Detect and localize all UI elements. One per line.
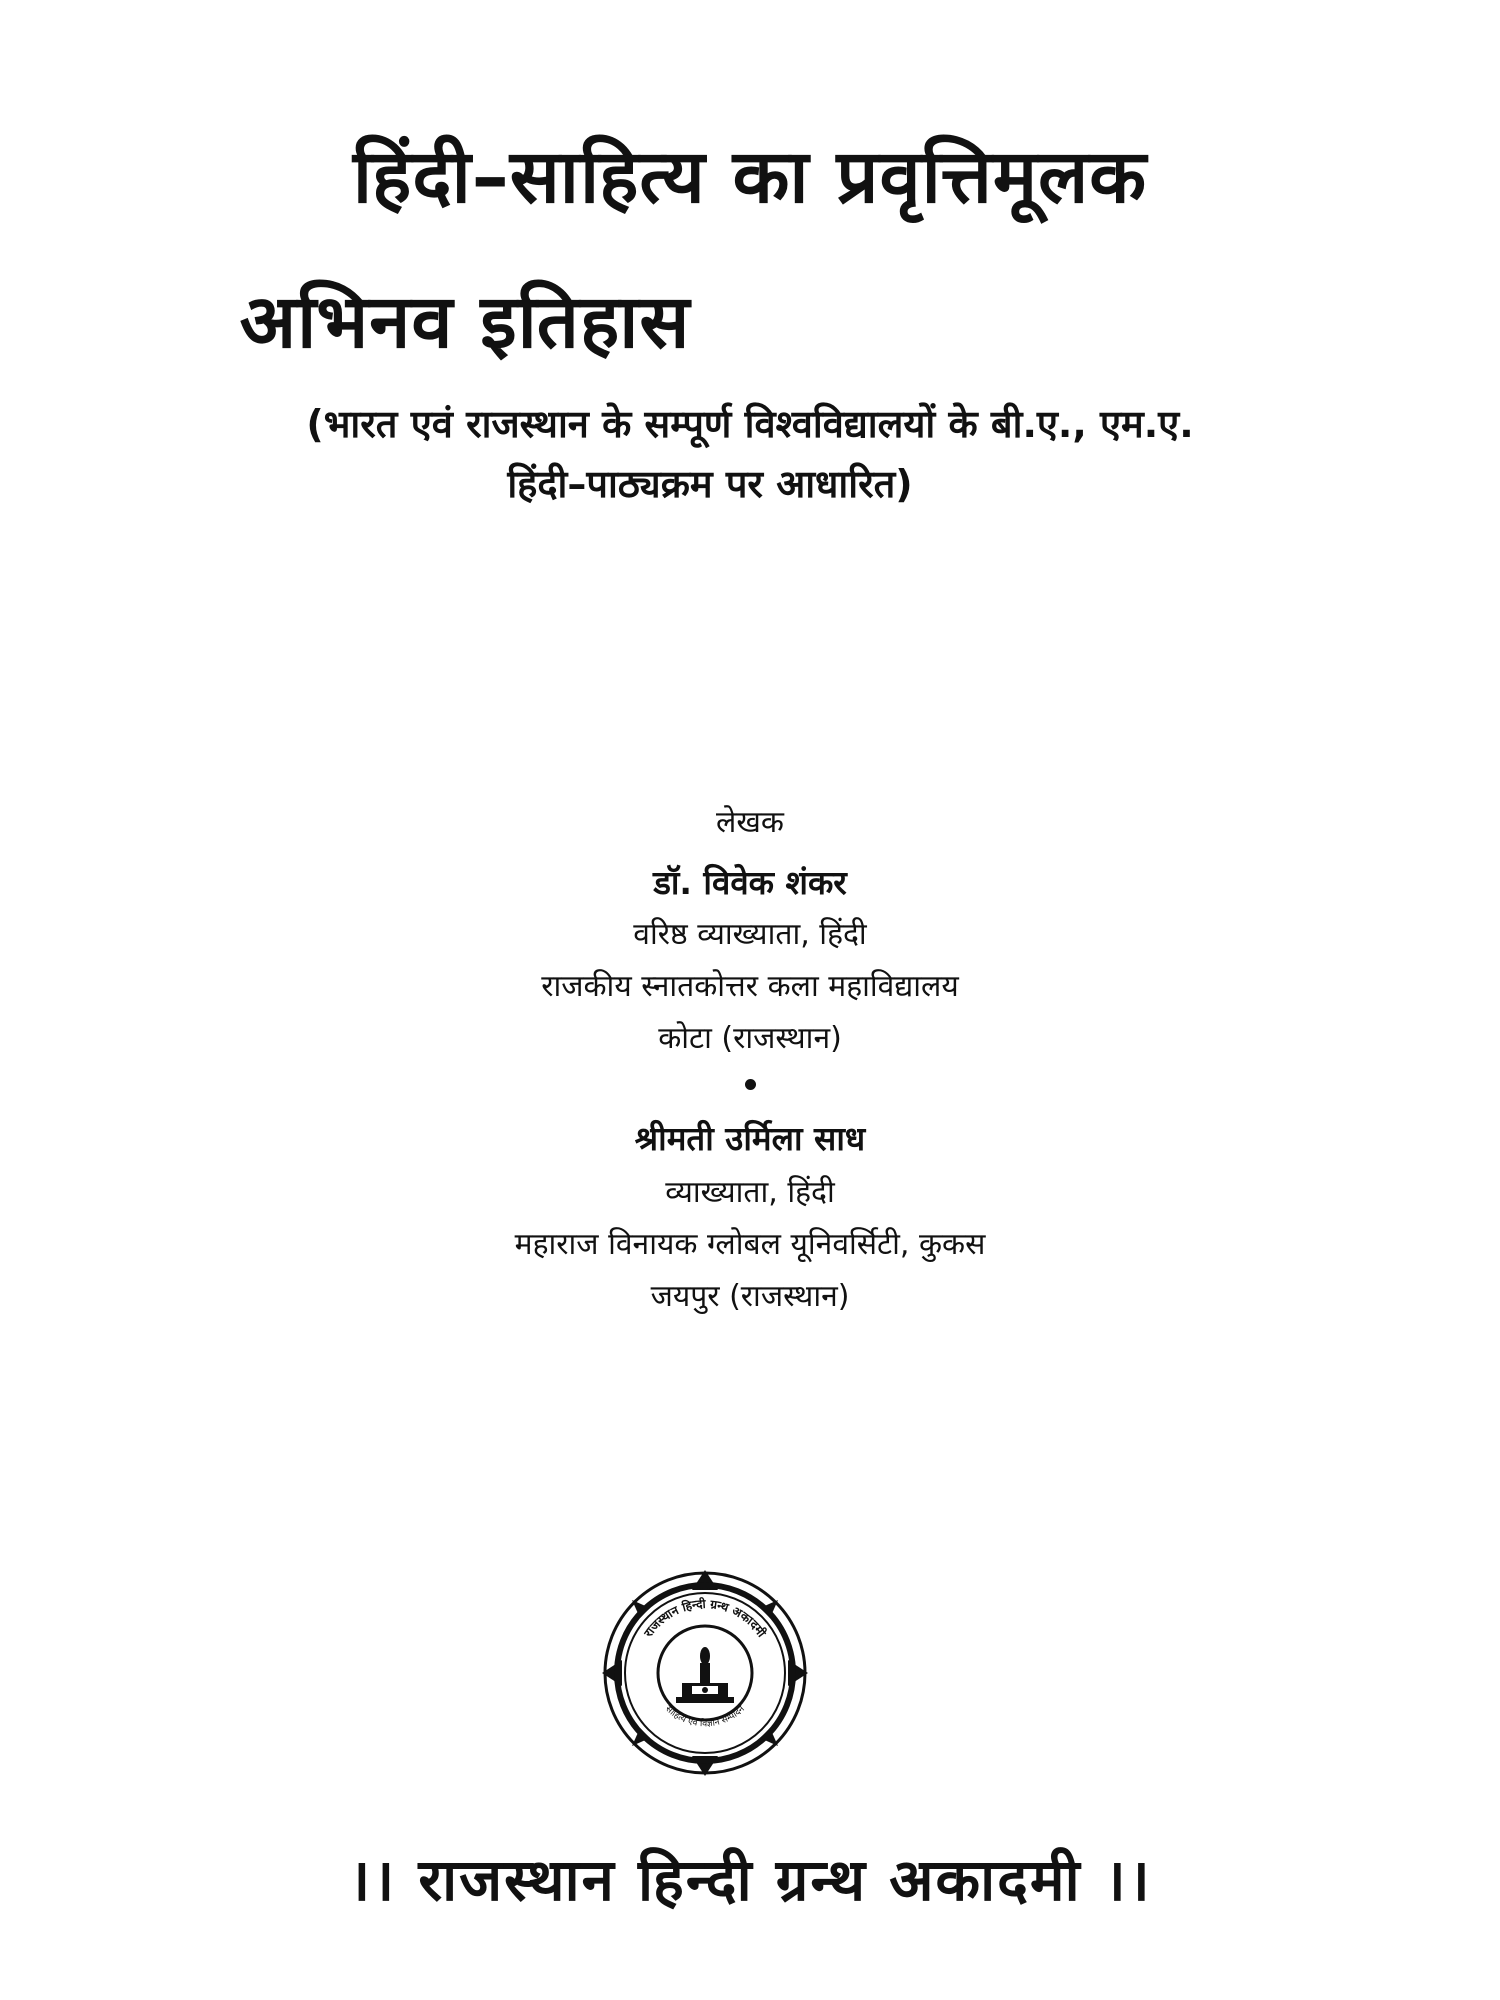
author1-designation: वरिष्ठ व्याख्याता, हिंदी: [633, 917, 867, 952]
book-title-line-2: अभिनव इतिहास: [239, 279, 691, 365]
author1-institution: राजकीय स्नातकोत्तर कला महाविद्यालय: [541, 969, 959, 1004]
author2-institution: महाराज विनायक ग्लोबल यूनिवर्सिटी, कुकस: [514, 1227, 986, 1262]
separator-dot: [745, 1079, 756, 1090]
author2-name: श्रीमती उर्मिला साध: [634, 1119, 866, 1158]
academy-seal-icon: [600, 1568, 810, 1778]
author1-city: कोटा (राजस्थान): [658, 1021, 842, 1056]
book-subtitle-line-1: (भारत एवं राजस्थान के सम्पूर्ण विश्वविद्यालयों के बी.ए., एम.ए.: [306, 402, 1194, 446]
book-subtitle-line-2: हिंदी–पाठ्यक्रम पर आधारित): [507, 462, 913, 506]
publisher-name: ।। राजस्थान हिन्दी ग्रन्थ अकादमी ।।: [348, 1846, 1152, 1914]
author-label: लेखक: [716, 805, 784, 840]
seal-text-top: राजस्थान हिन्दी ग्रन्थ अकादमी: [641, 1596, 769, 1640]
book-title-line-1: हिंदी–साहित्य का प्रवृत्तिमूलक: [352, 134, 1148, 220]
svg-text:राजस्थान हिन्दी ग्रन्थ अकादमी: [641, 1597, 770, 1641]
author2-city: जयपुर (राजस्थान): [650, 1279, 850, 1314]
author1-name: डॉ. विवेक शंकर: [653, 863, 847, 902]
author2-designation: व्याख्याता, हिंदी: [665, 1175, 835, 1210]
seal-text-bottom: साहित्य एवं विज्ञान सम्पादन: [663, 1704, 747, 1730]
